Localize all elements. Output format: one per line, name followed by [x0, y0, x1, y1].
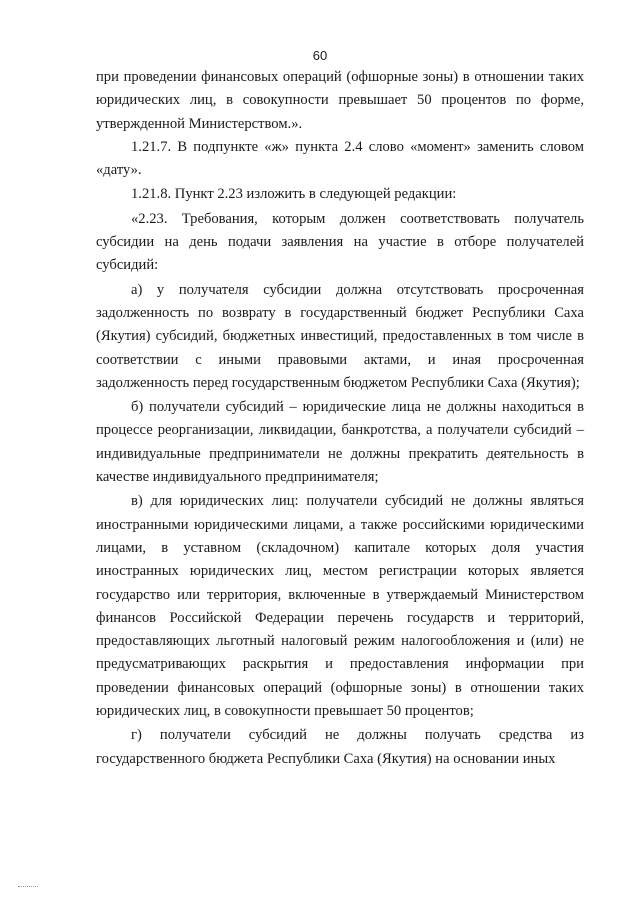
document-body [96, 66, 584, 771]
paragraph-continuation: при проведении финансовых операций (офшорные зоны) в отношении таких юридических лиц, в совокупности превышает 50 процентов по форме, утвержденной Министерством.». [96, 69, 584, 132]
paragraph-1-21-8: 1.21.8. Пункт 2.23 изложить в следующей редакции: [131, 186, 457, 203]
paragraph-item-b: б) получатели субсидий – юридические лица не должны находиться в процессе реорганизации, ликвидации, банкротства, а получатели субсидий – индивидуальные предприниматели не должны прекратить деятельность в качестве индивидуального предпринимателя; [96, 399, 584, 486]
paragraph-2-23: «2.23. Требования, которым должен соответствовать получатель субсидии на день подачи заявления на участие в отборе получателей субсидий: [96, 210, 584, 274]
paragraph-1-21-7: 1.21.7. В подпункте «ж» пункта 2.4 слово «момент» заменить словом «дату». [96, 138, 584, 179]
paragraph-item-g: г) получатели субсидий не должны получать средства из государственного бюджета Республики Саха (Якутия) на основании иных [96, 727, 584, 767]
scan-corner-mark [18, 886, 38, 891]
page-number: 60 [312, 48, 328, 63]
paragraph-item-v: в) для юридических лиц: получатели субсидий не должны являться иностранными юридическими лицами, а также российскими юридическими лицами, в уставном (складочном) капитале которых доля участия иностранных юридических лиц, местом регистрации которых является государство или территория, включенные в утверждаемый Министерством финансов Российской Федерации перечень государств и территорий, предоставляющих льготный налоговый режим налогообложения и (или) не предусматривающих раскрытия и предоставления информации при проведении финансовых операций (офшорные зоны) в отношении таких юридических лиц, в совокупности превышает 50 процентов; [96, 493, 584, 720]
paragraph-item-a: а) у получателя субсидии должна отсутствовать просроченная задолженность по возврату в государственный бюджет Республики Саха (Якутия) субсидий, бюджетных инвестиций, предоставленных в том числе в соответствии с иными правовыми актами, и иная просроченная задолженность перед государственным бюджетом Республики Саха (Якутия); [96, 281, 584, 391]
